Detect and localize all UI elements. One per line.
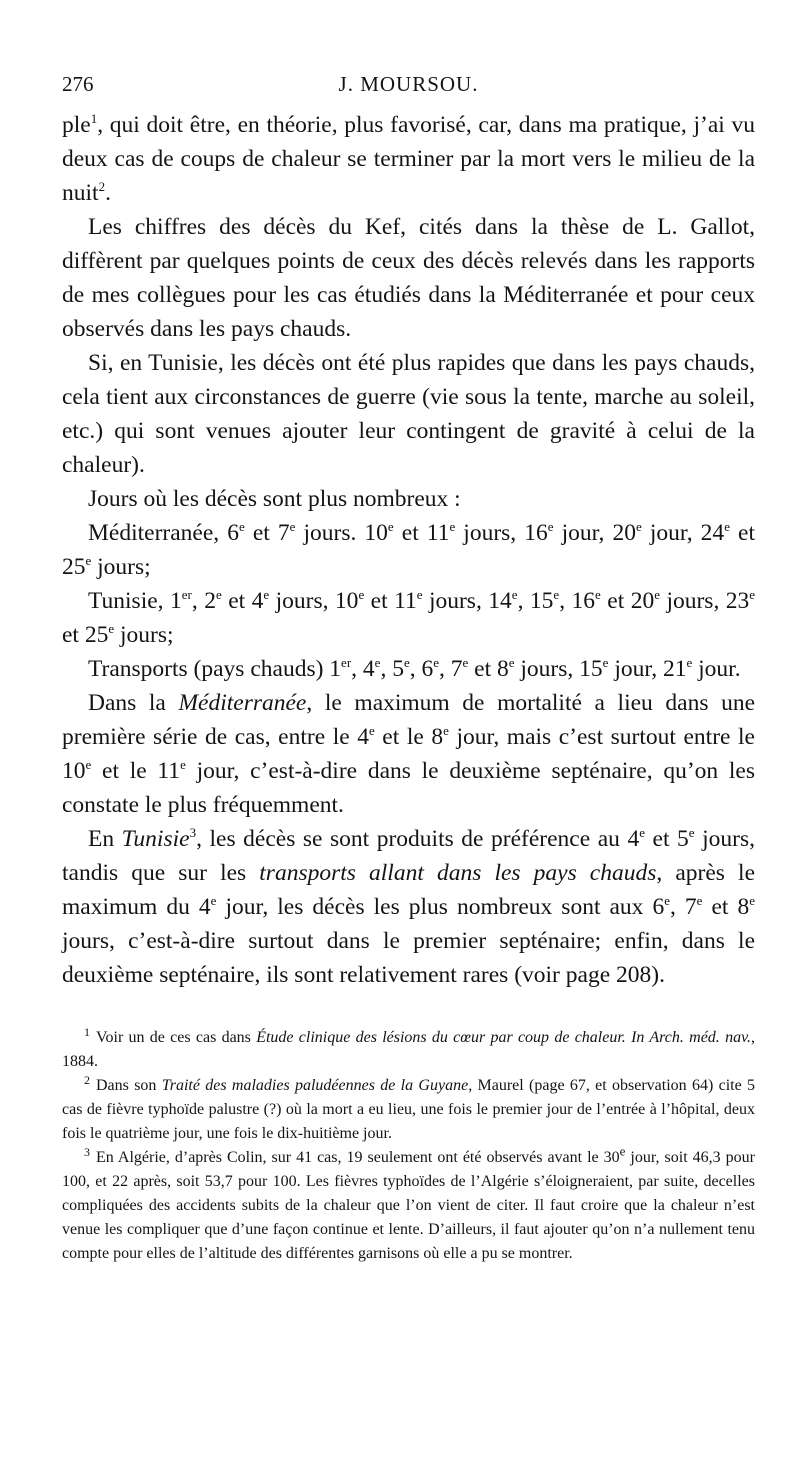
text-run: Dans son (96, 1077, 162, 1094)
text-run: et le 8 (374, 724, 444, 750)
document-page (62, 68, 755, 1266)
text-run: Méditerranée, 6 (88, 520, 239, 546)
superscript: e (403, 655, 410, 671)
text-run: et le 11 (91, 758, 181, 784)
superscript: er (341, 655, 352, 671)
text-run: et 25 (62, 622, 109, 648)
text-run: jours. 10 (295, 520, 388, 546)
text-run: et 7 (244, 520, 290, 546)
text-run: En Algérie, d’après Colin, sur 41 cas, 19 seulement ont été observés avant le 30 (96, 1149, 620, 1166)
superscript: e (635, 519, 642, 535)
text-run: ple (62, 112, 91, 138)
superscript: e (508, 655, 515, 671)
superscript: e (433, 655, 439, 671)
superscript: e (595, 587, 601, 603)
text-run: , les décès se sont produits de préférence au 4 (196, 826, 640, 852)
text-run: jours, 14 (422, 588, 512, 614)
text-run: Voir un de ces cas dans (96, 1029, 257, 1046)
text-run: , 15 (517, 588, 554, 614)
text-run: Tunisie, 1 (88, 588, 182, 614)
body-paragraph (62, 822, 755, 992)
text-run: , 7 (670, 894, 697, 920)
superscript: e (443, 723, 449, 739)
superscript: e (688, 825, 695, 841)
text-run: , 4 (351, 656, 375, 682)
body-paragraph (62, 652, 755, 686)
text-run: , 5 (380, 656, 404, 682)
superscript: e (664, 893, 670, 909)
superscript: e (180, 757, 186, 773)
text-run: et 8 (702, 894, 750, 920)
italic-text: Méditerranée (178, 690, 307, 716)
text-run: Jours où les décès sont plus nombreux : (88, 486, 461, 512)
text-run: , 7 (439, 656, 463, 682)
text-run: . (105, 180, 111, 206)
text-run: , Maurel (page 67, et observation 64) cite 5 cas de fièvre typhoïde palustre (?) où la mort a eu lieu, une fois le premier jour de l’entrée à l’hôpital, deux fois le quatrième jour, une fois le dix-huitième jour. (62, 1077, 756, 1142)
footnote-mark: 2 (84, 1072, 90, 1087)
text-run: jour, 20 (553, 520, 636, 546)
text-run: jour, mais c’est surtout entre le 10 (62, 724, 755, 784)
superscript: e (238, 519, 245, 535)
superscript: e (553, 587, 560, 603)
superscript: e (387, 519, 394, 535)
text-run: Transports (pays chauds) 1 (88, 656, 342, 682)
superscript: er (181, 587, 192, 603)
italic-text: Étude clinique des lésions du cœur par coup de chaleur. In Arch. méd. nav. (256, 1029, 751, 1046)
text-run: et 11 (364, 588, 417, 614)
superscript: 2 (98, 179, 106, 195)
text-run: , 1884. (62, 1029, 755, 1070)
text-run: jour, 21 (608, 656, 687, 682)
superscript: e (696, 893, 703, 909)
superscript: e (654, 587, 660, 603)
body-paragraph (62, 584, 755, 652)
superscript: e (215, 587, 222, 603)
superscript: e (368, 723, 375, 739)
text-run: et 11 (393, 520, 450, 546)
text-run: Si, en Tunisie, les décès ont été plus rapides que dans les pays chauds, cela tient aux circonstances de guerre (vie sous la tente, marche au soleil, etc.) qui sont venues ajouter leur contingent de gravité à celui de la chaleur). (62, 350, 755, 478)
text-run: Les chiffres des décès du Kef, cités dans la thèse de L. Gallot, diffèrent par quelques points de ceux des décès relevés dans les rapports de mes collègues pour les cas étudiés dans la Méditerranée et pour ceux observés dans les pays chauds. (62, 214, 755, 342)
text-run: , 6 (409, 656, 434, 682)
text-run: , après le maximum du 4 (62, 860, 755, 920)
superscript: e (85, 757, 92, 773)
superscript: e (749, 893, 756, 909)
text-run: et 8 (468, 656, 509, 682)
superscript: e (511, 587, 518, 603)
superscript: e (462, 655, 469, 671)
text-run: En (88, 826, 122, 852)
superscript: e (289, 519, 296, 535)
superscript: e (724, 519, 730, 535)
body-paragraph (62, 686, 755, 822)
text-run: , le maximum de mortalité a lieu dans une première série de cas, entre le 4 (62, 690, 755, 750)
text-run: jours, 15 (514, 656, 603, 682)
text-run: jour. (692, 656, 741, 682)
text-run: , 16 (559, 588, 596, 614)
text-run: et 25 (62, 520, 756, 580)
superscript: e (602, 655, 609, 671)
body-paragraph (62, 346, 755, 482)
superscript: 1 (90, 111, 98, 127)
text-run: jours, tandis que sur les (62, 826, 756, 886)
superscript: e (210, 893, 217, 909)
body-paragraph (62, 516, 755, 584)
text-run: et 20 (600, 588, 655, 614)
text-run: et 4 (221, 588, 264, 614)
text-run: jours, 16 (455, 520, 548, 546)
footnote (62, 1143, 755, 1266)
page-header (62, 68, 755, 108)
text-run: jours, 23 (659, 588, 750, 614)
superscript: e (686, 655, 693, 671)
footnote (62, 1026, 755, 1074)
superscript: e (263, 587, 270, 603)
italic-text: Traité des maladies paludéennes de la Guyane (161, 1077, 469, 1094)
body-paragraph (62, 210, 755, 346)
italic-text: transports allant dans les pays chauds (259, 860, 657, 886)
page-number: 276 (62, 72, 94, 96)
text-run: jours; (91, 554, 151, 580)
italic-text: Tunisie (121, 826, 190, 852)
text-run: , 2 (191, 588, 216, 614)
text-run: jour, 24 (641, 520, 725, 546)
text-run: jours, 10 (269, 588, 359, 614)
footnote-mark: 3 (84, 1144, 90, 1159)
text-run: jour, les décès les plus nombreux sont aux 6 (216, 894, 665, 920)
text-run: Dans la (88, 690, 179, 716)
superscript: e (108, 621, 115, 637)
footnote-mark: 1 (84, 1024, 90, 1039)
running-head: J. MOURSOU. (338, 72, 479, 96)
text-run: jour, soit 46,3 pour 100, et 22 après, soit 53,7 pour 100. Les fièvres typhoïdes de l’Algérie s’éloigneraient, par suite, decelles compliquées des accidents subits de la chaleur que l’on vient de citer. Il faut croire que la chaleur n’est venue les compliquer que d’une façon continue et lente. D’ailleurs, il faut ajouter qu’on n’a nullement tenu compte pour elles de l’altitude des différentes garnisons où elle a pu se montrer. (62, 1149, 755, 1262)
footnotes (62, 1026, 755, 1266)
superscript: 3 (189, 825, 197, 841)
superscript: e (449, 519, 456, 535)
superscript: e (547, 519, 554, 535)
superscript: e (85, 553, 92, 569)
text-run: jour, c’est-à-dire dans le deuxième septénaire, qu’on les constate le plus fréquemment. (62, 758, 755, 818)
text-run: jours, c’est-à-dire surtout dans le premier septénaire; enfin, dans le deuxième septénaire, ils sont relativement rares (voir page 208). (62, 928, 755, 988)
body-paragraph (62, 108, 755, 210)
superscript: e (416, 587, 423, 603)
body-paragraph (62, 482, 755, 516)
superscript: e (358, 587, 365, 603)
text-run: , qui doit être, en théorie, plus favorisé, car, dans ma pratique, j’ai vu deux cas de coups de chaleur se terminer par la mort vers le milieu de la nuit (62, 112, 755, 206)
text-run: jours; (114, 622, 174, 648)
superscript: e (374, 655, 381, 671)
body-text (62, 108, 755, 992)
superscript: e (619, 1143, 626, 1159)
superscript: e (639, 825, 645, 841)
footnote (62, 1074, 755, 1146)
superscript: e (749, 587, 756, 603)
text-run: et 5 (644, 826, 689, 852)
